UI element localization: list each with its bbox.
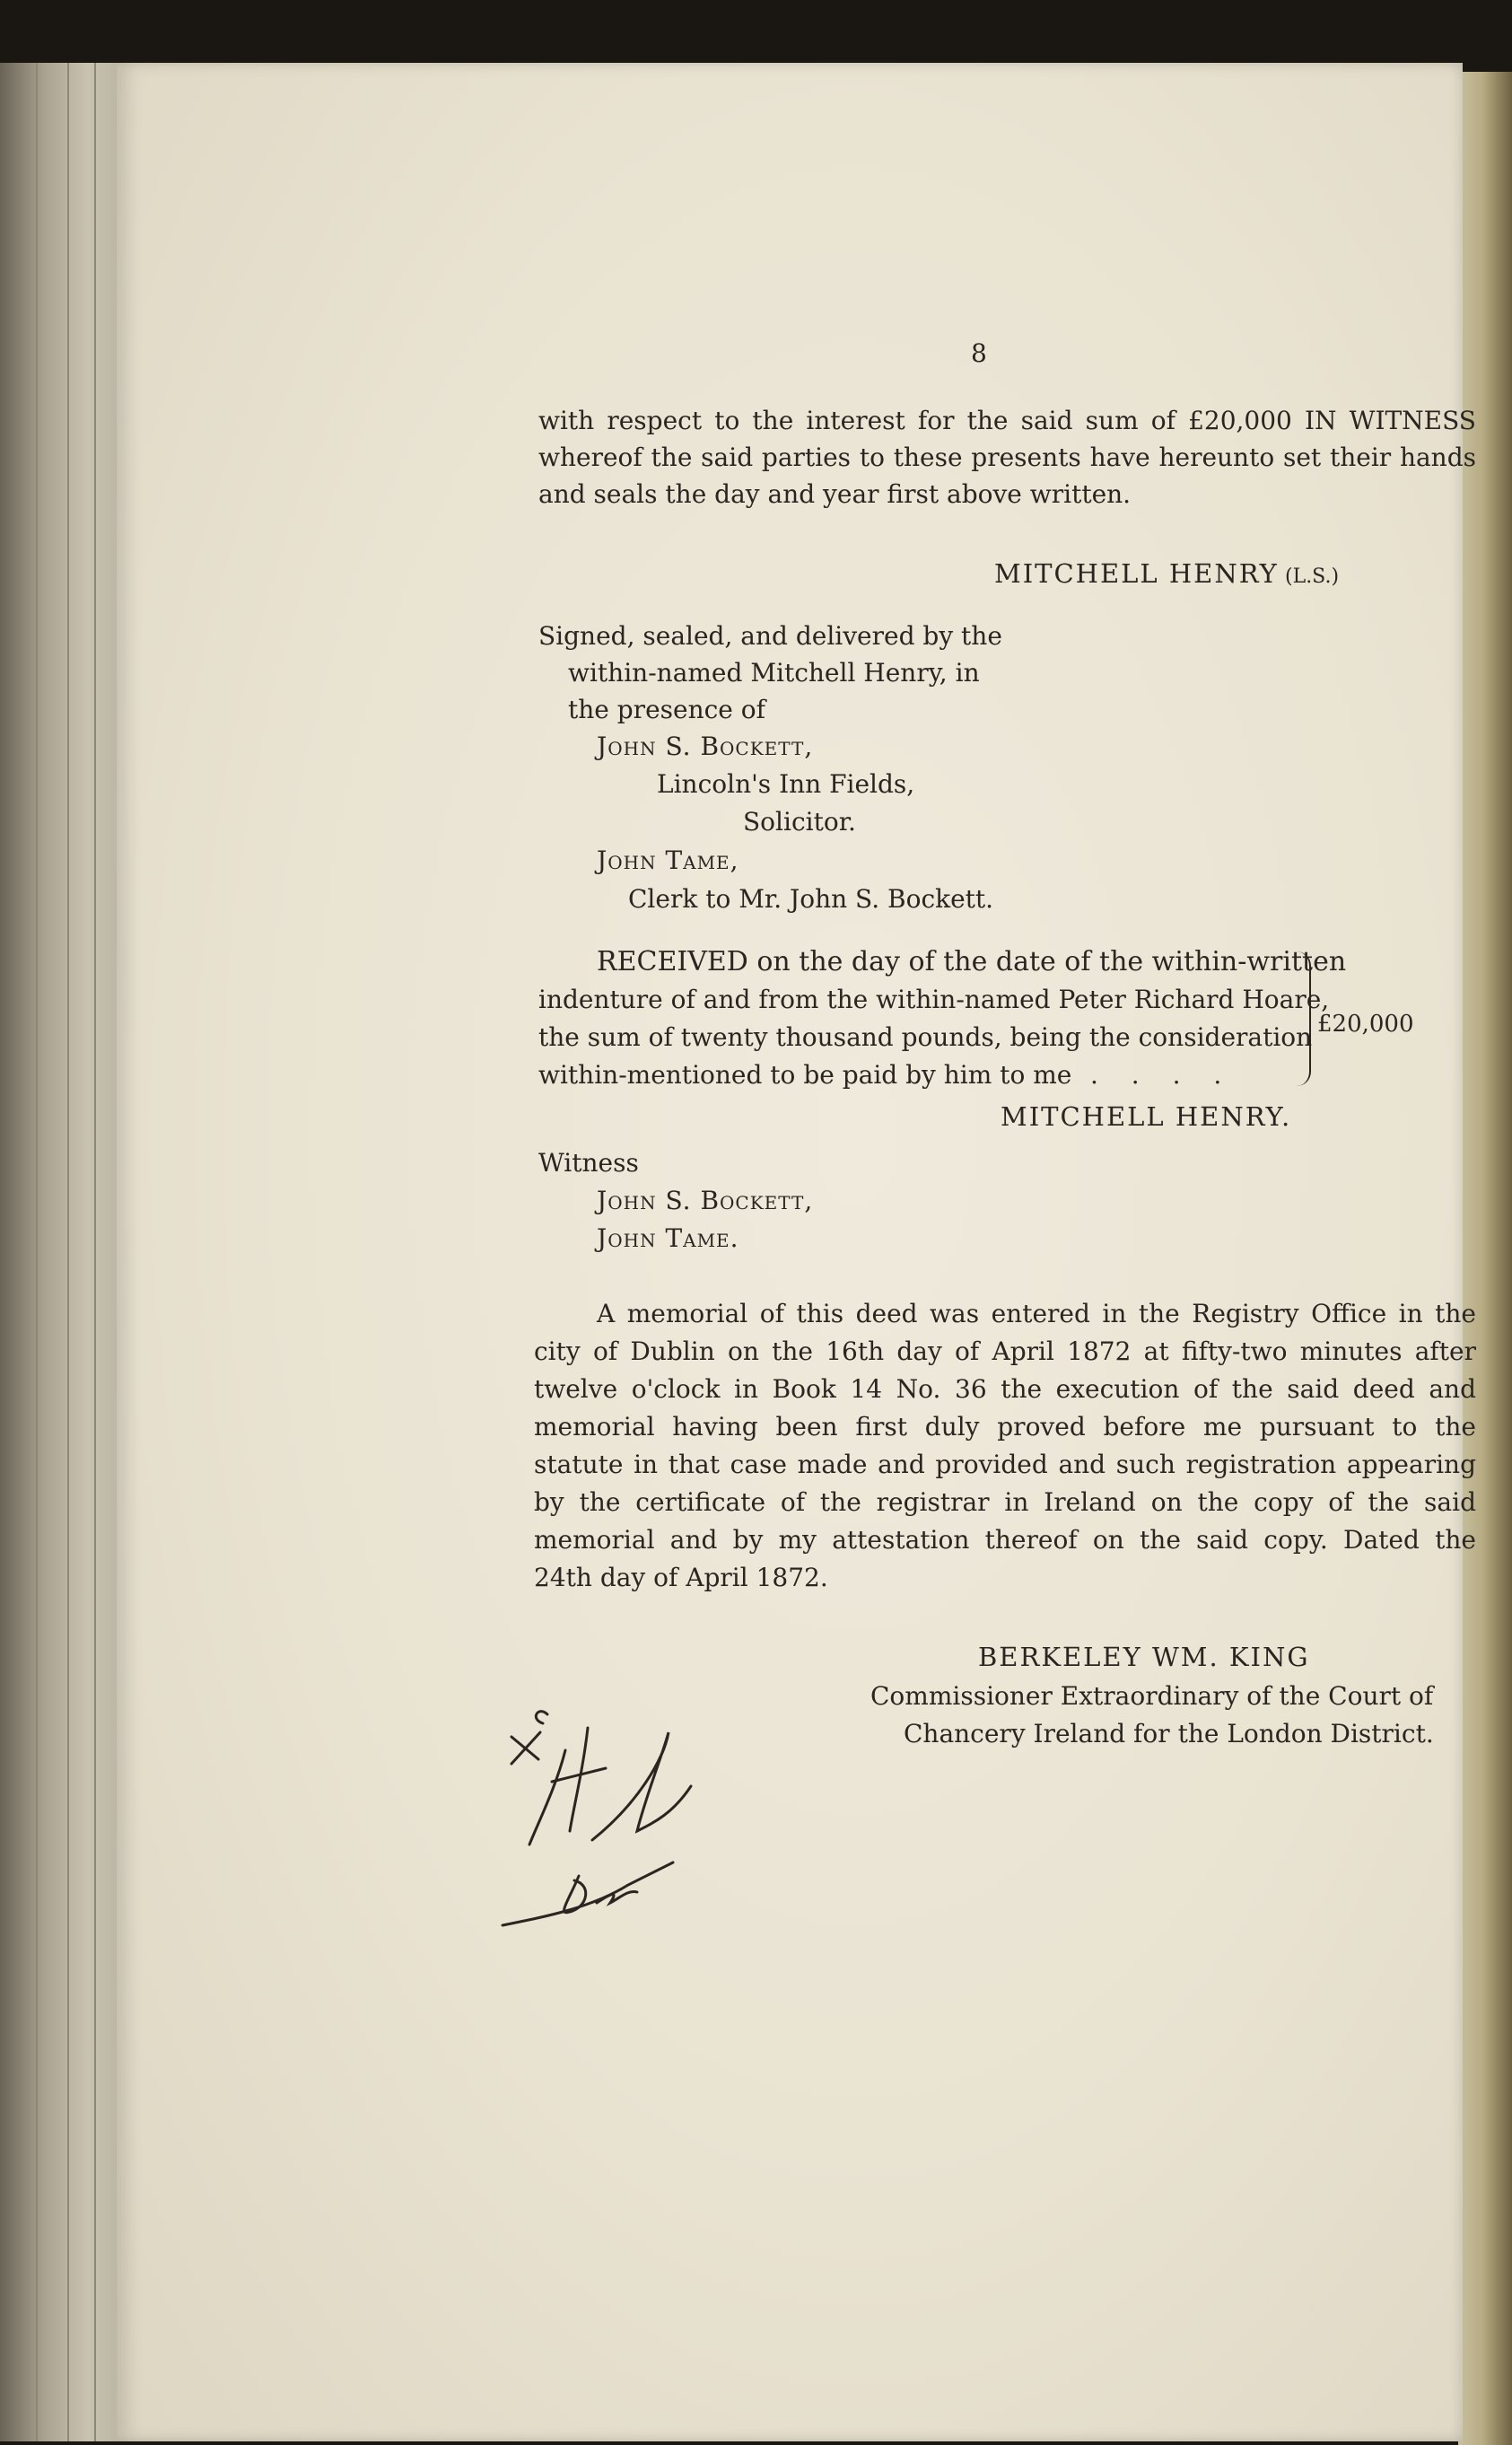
memorial-line: twelve o'clock in Book 14 No. 36 the execution of the said deed and (534, 1374, 1476, 1404)
paragraph-line: with respect to the interest for the said sum of £20,000 IN WITNESS (538, 406, 1476, 435)
memorial-line: memorial having been first duly proved before me pursuant to the (534, 1412, 1476, 1442)
receipt-signatory: MITCHELL HENRY. (1001, 1101, 1292, 1132)
attestation-line: the presence of (568, 695, 765, 724)
memorial-line: by the certificate of the registrar in Ireland on the copy of the said (534, 1487, 1476, 1517)
signatory-name: MITCHELL HENRY (994, 558, 1279, 589)
receipt-dots: . . . . (1090, 1060, 1235, 1090)
document-page (117, 63, 1476, 2441)
receipt-line: RECEIVED on the day of the date of the within-written (597, 946, 1347, 977)
commissioner-title: Commissioner Extraordinary of the Court of (870, 1681, 1434, 1711)
previous-pages-edge (0, 63, 126, 2441)
attestation-line: Signed, sealed, and delivered by the (538, 621, 1002, 651)
handwritten-initials (485, 1696, 772, 1939)
receipt-amount: £20,000 (1317, 1011, 1414, 1038)
seal-mark: (L.S.) (1285, 565, 1340, 588)
attestation-line: within-named Mitchell Henry, in (568, 658, 980, 688)
page-number: 8 (971, 338, 987, 368)
memorial-line: 24th day of April 1872. (534, 1563, 828, 1592)
witness-name: John S. Bockett, (597, 1186, 814, 1215)
receipt-line: within-mentioned to be paid by him to me (538, 1060, 1072, 1090)
witness-name: John S. Bockett, (597, 732, 814, 761)
commissioner-title: Chancery Ireland for the London District. (904, 1719, 1434, 1748)
witness-address: Lincoln's Inn Fields, (657, 769, 915, 799)
paragraph-line: whereof the said parties to these presents have hereunto set their hands (538, 443, 1476, 472)
memorial-line: city of Dublin on the 16th day of April 1872 at fifty-two minutes after (534, 1336, 1476, 1366)
receipt-line: the sum of twenty thousand pounds, being the consideration (538, 1022, 1313, 1052)
receipt-line: indenture of and from the within-named Peter Richard Hoare, (538, 985, 1330, 1014)
paragraph-line: and seals the day and year first above written. (538, 479, 1132, 509)
witness-title: Solicitor. (743, 807, 856, 837)
receipt-brace (1297, 951, 1311, 1086)
witness-label: Witness (538, 1148, 639, 1178)
witness-name: John Tame, (597, 846, 739, 875)
witness-name: John Tame. (597, 1223, 739, 1253)
memorial-line: statute in that case made and provided and such registration appearing (534, 1450, 1476, 1479)
witness-title: Clerk to Mr. John S. Bockett. (628, 884, 994, 914)
commissioner-name: BERKELEY WM. KING (978, 1642, 1310, 1672)
memorial-line: A memorial of this deed was entered in the Registry Office in the (597, 1299, 1476, 1328)
memorial-line: memorial and by my attestation thereof on the said copy. Dated the (534, 1525, 1476, 1555)
